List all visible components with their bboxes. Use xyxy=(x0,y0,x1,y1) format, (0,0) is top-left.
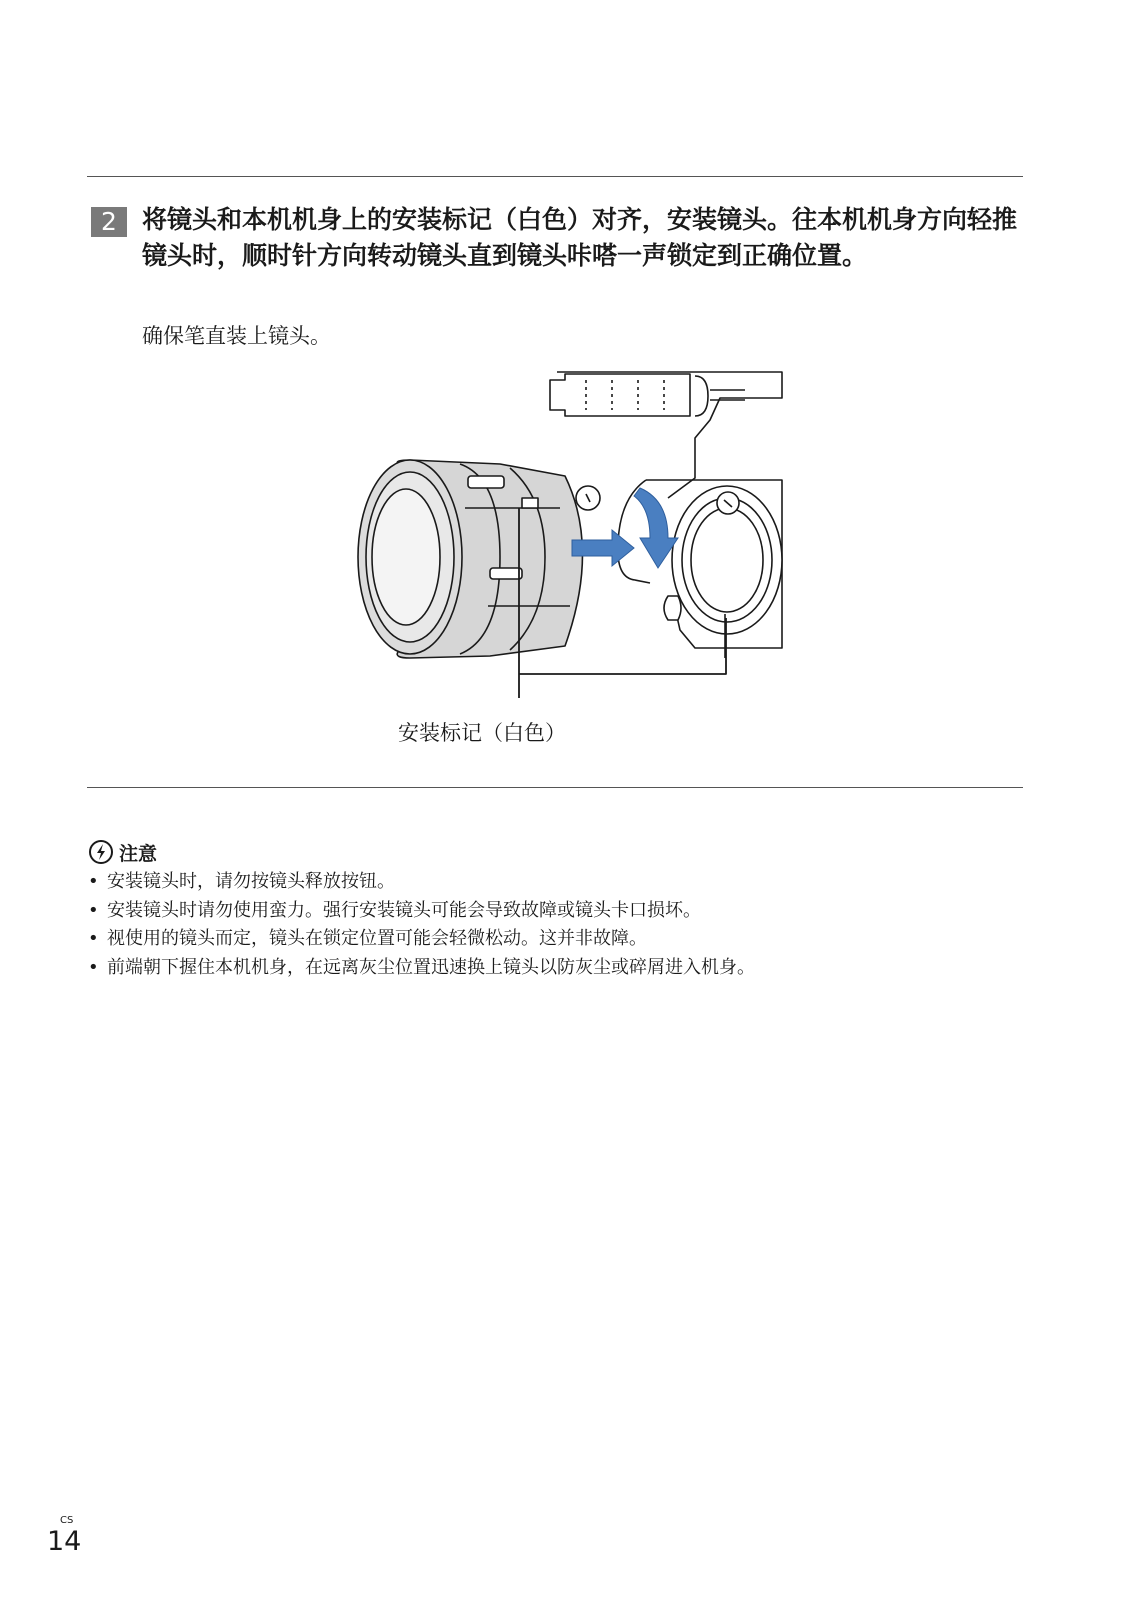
camera-body xyxy=(618,480,782,658)
language-code: CS xyxy=(60,1515,74,1526)
top-divider xyxy=(87,176,1023,177)
step-instruction: 将镜头和本机机身上的安装标记（白色）对齐，安装镜头。往本机机身方向轻推镜头时，顺时针方向转动镜头直到镜头咔嗒一声锁定到正确位置。 xyxy=(142,205,1018,270)
camera-handle xyxy=(550,372,782,498)
page-number: 14 xyxy=(47,1526,82,1557)
mount-index-label: 安装标记（白色） xyxy=(398,721,566,745)
lens xyxy=(358,460,600,658)
caution-item: • 视使用的镜头而定，镜头在锁定位置可能会轻微松动。这并非故障。 xyxy=(88,925,1028,954)
lens-mounting-illustration xyxy=(350,368,810,738)
caution-list xyxy=(88,868,1028,982)
caution-heading xyxy=(88,838,157,866)
step-number-badge: 2 xyxy=(91,207,127,237)
section-divider xyxy=(87,787,1023,788)
caution-item: • 前端朝下握住本机机身，在远离灰尘位置迅速换上镜头以防灰尘或碎屑进入机身。 xyxy=(88,954,1028,983)
step-subnote: 确保笔直装上镜头。 xyxy=(142,324,331,348)
caution-item: • 安装镜头时，请勿按镜头释放按钮。 xyxy=(88,868,1028,897)
caution-item: • 安装镜头时请勿使用蛮力。强行安装镜头可能会导致故障或镜头卡口损坏。 xyxy=(88,897,1028,926)
caution-icon xyxy=(88,839,114,865)
caution-title: 注意 xyxy=(119,842,158,865)
